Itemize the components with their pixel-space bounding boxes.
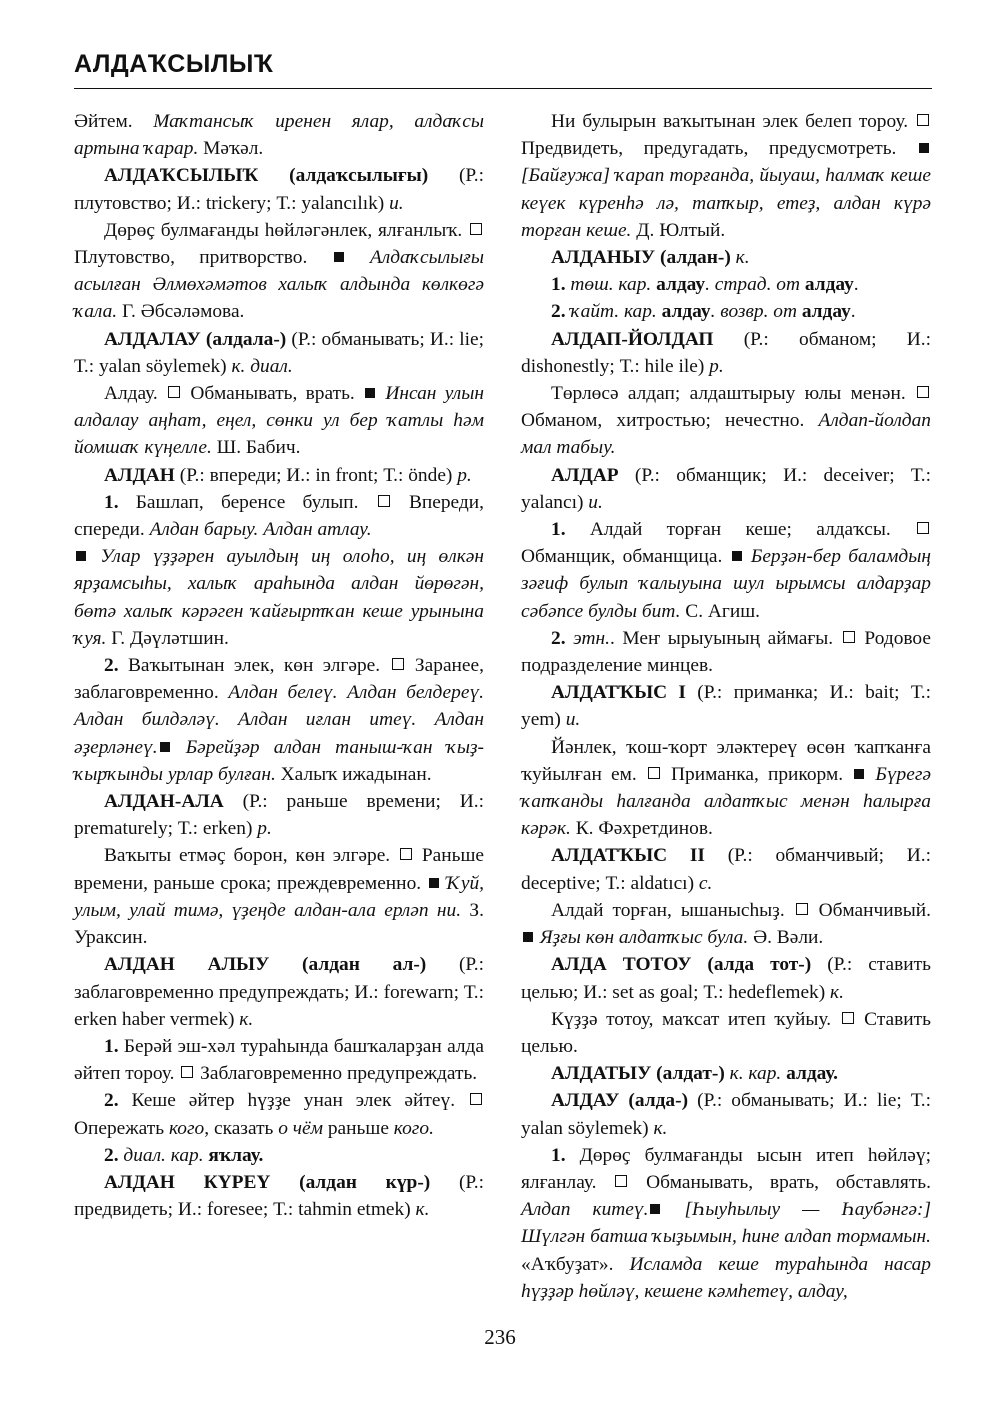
- russian-translation-marker-icon: [842, 1012, 854, 1024]
- sense-1: 1. Берәй эш-хәл тураһында башҡаларҙан алда әйтеп тороу. Заблаговременно предупреждать.: [74, 1035, 484, 1085]
- example-marker-icon: [854, 769, 864, 779]
- example-marker-icon: [76, 551, 86, 561]
- sense-2: 2. Ваҡытынан элек, көн элгәре. Заранее, заблаговременно. Алдан белеү. Алдан белдереү. Алдан билдәләү. Алдан иғлан итеү. Алдан әҙерләнеү. Бәрейҙәр алдан таныш-ҡан ҡыҙ-ҡырҡынды урлар булған. Халыҡ ижадынан.: [74, 655, 484, 785]
- entry-definition: Ни булырын ваҡытынан элек белеп тороу. Предвидеть, предугадать, предусмотреть. [Байғужа] ҡарап торғанда, йыуаш, һалмаҡ кеше кеүек күренһә лә, тапҡыр, етеҙ, алдан күрә торған кеше. Д. Юлтый.: [521, 111, 931, 241]
- running-head: АЛДАҠСЫЛЫҠ: [74, 50, 274, 78]
- headword: АЛДАЛАУ (алдала-): [104, 328, 287, 350]
- headword: АЛДАНЫУ (алдан-): [551, 247, 731, 269]
- entry-definition: Алдау. Обманывать, врать. Инсан улын алдалау аңһат, еңел, сөнки ул бер ҡатлы һәм йомшаҡ күңелле. Ш. Бабич.: [74, 383, 484, 459]
- headword: АЛДАҠСЫЛЫҠ (алдаҡсылығы): [104, 165, 429, 187]
- russian-translation-marker-icon: [168, 386, 180, 398]
- example-marker-icon: [732, 551, 742, 561]
- sense-1: 1. Дөрөҫ булмағанды ысын итеп һөйләү; ялғанлау. Обманывать, врать, обставлять. Алдап китеү. [Һыуһылыу — Һаубәнгә:] Шүлгән батша ҡыҙымын, һине алдап тормамын. «Аҡбуҙат». Исламда кеше тураһында насар һүҙҙәр һөйләү, кешене кәмһетеү, алдау,: [521, 1144, 932, 1302]
- entry-definition: Йәнлек, ҡош-ҡорт эләктереү өсөн ҡапҡанға ҡуйылған ем. Приманка, прикорм. Бүрегә ҡапҡанды һалғанда алдатҡыс менән һалырға кәрәк. К. Фәхретдинов.: [521, 736, 931, 840]
- headword: АЛДАР: [551, 464, 619, 486]
- sense-2: 2. этн.. Меҥ ырыуының аймағы. Родовое подразделение минцев.: [521, 627, 931, 677]
- sense-1: 1. төш. кар. алдау. страд. от алдау.: [551, 274, 859, 296]
- dictionary-entry: АЛДА ТОТОУ (алда тот-) (Р.: ставить целью; И.: set as goal; Т.: hedeflemek) к.: [521, 954, 931, 1003]
- entry-definition: Төрлөсә алдап; алдаштырыу юлы менән. Обманом, хитростью; нечестно. Алдап-йолдап мал табыу.: [521, 383, 931, 459]
- sense-2-dialect: 2. диал. кар. яҡлау.: [104, 1144, 264, 1166]
- sense-2: 2. ҡайт. кар. алдау. возвр. от алдау.: [551, 301, 856, 323]
- left-column: [74, 108, 484, 1223]
- headword: АЛДАУ (алда-): [551, 1090, 689, 1112]
- headword: АЛДАТҠЫС I: [551, 682, 686, 704]
- example-marker-icon: [160, 742, 170, 752]
- entry-text: Әйтем. Маҡтансыҡ иренен ялар, алдаҡсы артына ҡарар. Мәҡәл.: [74, 111, 484, 160]
- russian-translation-marker-icon: [648, 767, 660, 779]
- russian-translation-marker-icon: [181, 1066, 193, 1078]
- entry-definition: Алдай торған, ышанысһыҙ. Обманчивый. Яҙғы көн алдатҡыс була. Ә. Вәли.: [521, 897, 931, 951]
- dictionary-entry: АЛДАН АЛЫУ (алдан ал-) (Р.: заблаговременно предупреждать; И.: forewarn; Т.: erken haber vermek) к.: [74, 954, 485, 1030]
- russian-translation-marker-icon: [917, 386, 929, 398]
- headword: АЛДАН КҮРЕҮ (алдан күр-): [104, 1171, 431, 1193]
- dictionary-entry: АЛДАТҠЫС II (Р.: обманчивый; И.: deceptive; Т.: aldatıcı) с.: [521, 845, 932, 894]
- entry-definition: Ваҡыты етмәҫ борон, көн элгәре. Раньше времени, раньше срока; преждевременно. Ҡуй, улым, улай тимә, үҙеңде алдан-ала ерләп ни. З. Ураксин.: [74, 845, 485, 949]
- russian-translation-marker-icon: [378, 495, 390, 507]
- russian-translation-marker-icon: [470, 223, 482, 235]
- example-marker-icon: [365, 388, 375, 398]
- headword: АЛДАТҠЫС II: [551, 845, 705, 867]
- dictionary-entry: АЛДАП-ЙОЛДАП (Р.: обманом; И.: dishonestly; Т.: hile ile) р.: [521, 328, 931, 377]
- example-marker-icon: [334, 252, 344, 262]
- russian-translation-marker-icon: [917, 522, 929, 534]
- dictionary-entry: АЛДАР (Р.: обманщик; И.: deceiver; Т.: yalancı) и.: [521, 464, 931, 513]
- entry-definition: Дөрөҫ булмағанды һөйләгәнлек, ялғанлыҡ. Плутовство, притворство. Алдаҡсылығы асылған Әлмөхәмәтов халыҡ алдында көлкөгә ҡала. Г. Әбсәләмова.: [74, 219, 485, 323]
- dictionary-entry: АЛДАЛАУ (алдала-) (Р.: обманывать; И.: lie; Т.: yalan söylemek) к. диал.: [74, 328, 484, 377]
- headword: АЛДАН: [104, 464, 175, 486]
- headword: АЛДАП-ЙОЛДАП: [551, 328, 714, 350]
- russian-translation-marker-icon: [843, 631, 855, 643]
- header-rule: [74, 88, 932, 89]
- dictionary-entry: АЛДАТҠЫС I (Р.: приманка; И.: bait; Т.: yem) и.: [521, 682, 931, 731]
- headword: АЛДАН-АЛА: [104, 791, 224, 813]
- russian-translation-marker-icon: [392, 658, 404, 670]
- dictionary-entry: АЛДАН-АЛА (Р.: раньше времени; И.: prematurely; Т.: erken) р.: [74, 791, 484, 840]
- headword: АЛДА ТОТОУ (алда тот-): [551, 954, 812, 976]
- dictionary-entry: АЛДАУ (алда-) (Р.: обманывать; И.: lie; Т.: yalan söylemek) к.: [521, 1090, 931, 1139]
- sense-2: 2. Кеше әйтер һүҙҙе унан элек әйтеү. Опережать кого, сказать о чём раньше кого.: [74, 1087, 484, 1141]
- russian-translation-marker-icon: [400, 848, 412, 860]
- dictionary-entry: АЛДАТЫУ (алдат-) к. кар. алдау.: [551, 1063, 838, 1085]
- headword: АЛДАТЫУ (алдат-): [551, 1063, 725, 1085]
- russian-translation-marker-icon: [615, 1175, 627, 1187]
- sense-1: 1. Алдай торған кеше; алдаҡсы. Обманщик, обманщица. Берҙән-бер баламдың зәғиф булып ҡалыуына шул ырымсы алдарҙар сәбәпсе булды бит. С. Агиш.: [521, 519, 931, 622]
- page-number: 236: [484, 1325, 516, 1349]
- example-marker-icon: [919, 143, 929, 153]
- right-column: [521, 108, 931, 1305]
- entry-definition: Күҙҙә тотоу, маҡсат итеп ҡуйыу. Ставить целью.: [521, 1008, 931, 1057]
- headword: АЛДАН АЛЫУ (алдан ал-): [104, 954, 427, 976]
- russian-translation-marker-icon: [470, 1093, 482, 1105]
- dictionary-entry: АЛДАН (Р.: впереди; И.: in front; Т.: önde) р.: [104, 464, 472, 486]
- example-marker-icon: [429, 878, 439, 888]
- dictionary-entry: АЛДАНЫУ (алдан-) к.: [551, 247, 750, 269]
- russian-translation-marker-icon: [796, 903, 808, 915]
- sense-1: 1. Башлап, беренсе булып. Впереди, спереди. Алдан барыу. Алдан атлау. Улар үҙҙәрен ауылдың иң олоһо, иң өлкән ярҙамсыһы, халыҡ араһында алдан йөрөгән, бөтә халыҡ кәрәген ҡайғыртҡан кеше урынына ҡуя. Г. Дәүләтшин.: [74, 491, 485, 649]
- dictionary-entry: АЛДАН КҮРЕҮ (алдан күр-) (Р.: предвидеть; И.: foresee; Т.: tahmin etmek) к.: [74, 1171, 484, 1221]
- example-marker-icon: [523, 932, 533, 942]
- russian-translation-marker-icon: [917, 114, 929, 126]
- dictionary-entry: АЛДАҠСЫЛЫҠ (алдаҡсылығы) (Р.: плутовство; И.: trickery; Т.: yalancılık) и.: [74, 165, 484, 214]
- example-marker-icon: [650, 1204, 660, 1214]
